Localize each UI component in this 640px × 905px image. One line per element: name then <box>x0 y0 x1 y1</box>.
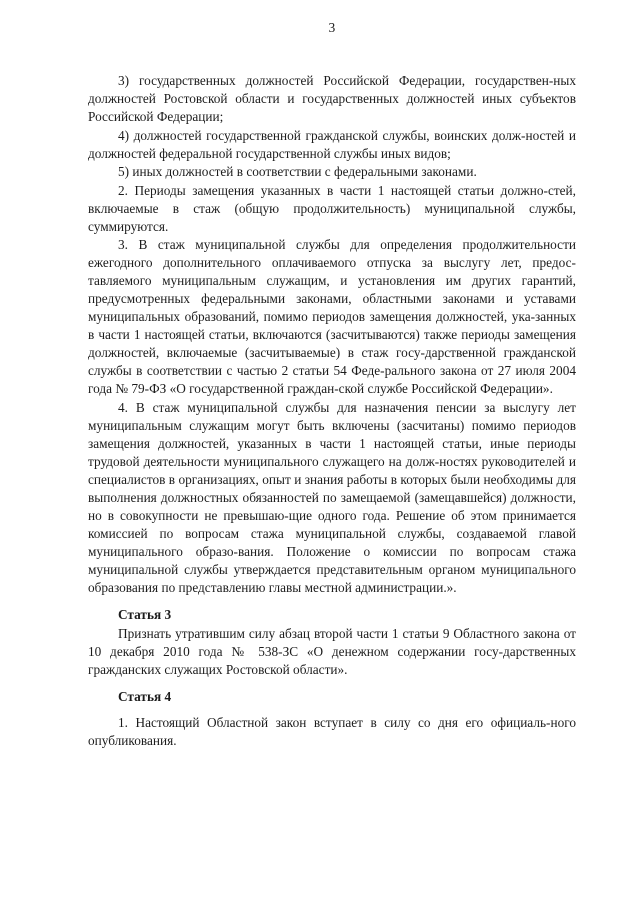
paragraph-part-2: 2. Периоды замещения указанных в части 1 настоящей статьи должно-стей, включаемые в стаж (общую продолжительность) муниципальной службы, суммируются. <box>88 182 576 234</box>
paragraph-item-5: 5) иных должностей в соответствии с федеральными законами. <box>118 164 477 180</box>
paragraph-part-4: 4. В стаж муниципальной службы для назначения пенсии за выслугу лет муниципальным служащим могут быть включены (засчитаны) помимо периодов замещения должностей, указанных в части 1 настоящей статьи, иные периоды трудовой деятельности муниципального служащего на долж-ностях руководителей и специалистов в организациях, опыт и знания работы в которых были необходимы для выполнения должностных обязанностей по замещаемой (замещавшейся) должности, но в совокупности не превышаю-щие одного года. Решение об этом принимается комиссией по вопросам стажа муниципальной службы, создаваемой главой муниципального образо-вания. Положение о комиссии по вопросам стажа муниципальной службы утверждается представительным органом муниципального образования по представлению главы местной администрации.». <box>88 399 576 595</box>
paragraph-article-3-body: Признать утратившим силу абзац второй части 1 статьи 9 Областного закона от 10 декабря 2010 года № 538-ЗС «О денежном содержании госу-дарственных гражданских служащих Ростовской области». <box>88 625 576 677</box>
heading-article-4: Статья 4 <box>118 689 172 705</box>
paragraph-item-4: 4) должностей государственной гражданской службы, воинских долж-ностей и должностей федеральной государственной службы иных видов; <box>88 127 576 161</box>
paragraph-part-3: 3. В стаж муниципальной службы для определения продолжительности ежегодного дополнительного оплачиваемого отпуска за выслугу лет, предос-тавляемого муниципальным служащим, и установления им других гарантий, предусмотренных федеральными законами, областными законами и уставами муниципальных образований, помимо периодов замещения должностей, ука-занных в части 1 настоящей статьи, включаются (засчитываются) также периоды замещения должностей, включаемые (засчитываемые) в стаж госу-дарственной гражданской службы в соответствии с частью 2 статьи 54 Феде-рального закона от 27 июля 2004 года № 79-ФЗ «О государственной граждан-ской службе Российской Федерации». <box>88 237 576 397</box>
heading-article-3: Статья 3 <box>118 606 172 622</box>
page-number: 3 <box>328 20 336 35</box>
paragraph-item-3: 3) государственных должностей Российской Федерации, государствен-ных должностей Ростовской области и государственных должностей иных субъектов Российской Федерации; <box>88 73 576 125</box>
paragraph-article-4-body: 1. Настоящий Областной закон вступает в силу со дня его официаль-ного опубликования. <box>88 715 576 749</box>
document-body <box>88 72 576 750</box>
